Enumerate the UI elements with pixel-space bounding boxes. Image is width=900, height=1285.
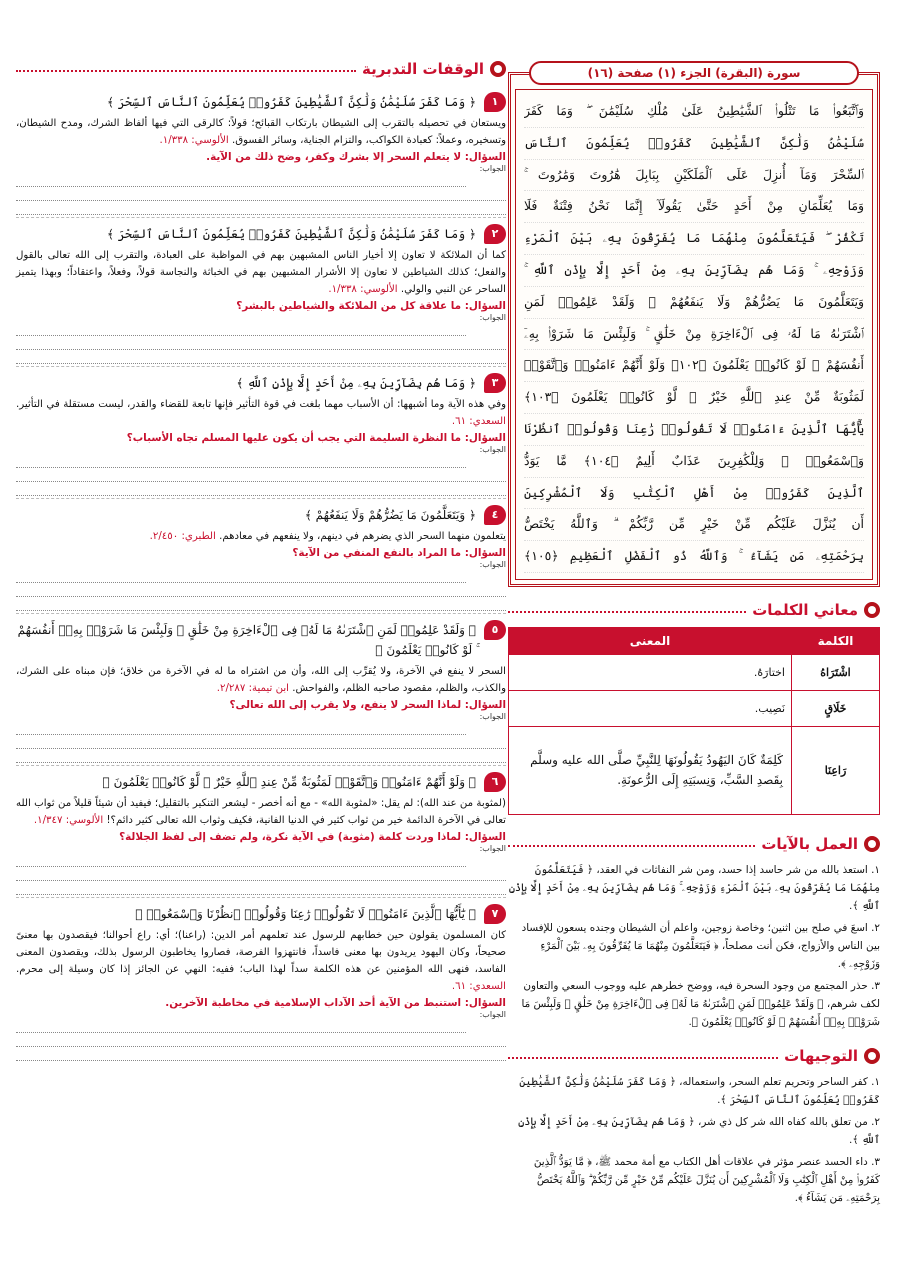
- tawjihat-item-text: ٣. داء الحسد عنصر مؤثر في علاقات أهل الكتاب مع أمة محمد ﷺ،: [595, 1155, 880, 1168]
- reflection-question: السؤال: ما علاقة كل من الملائكة والشياطين بالبشر؟: [236, 300, 506, 312]
- reflection-number: ٣: [484, 373, 506, 393]
- reflection-item: [16, 897, 506, 1061]
- answer-label: الجواب:: [479, 164, 506, 173]
- mushaf-frame: [508, 66, 880, 587]
- title-divider: [508, 611, 746, 613]
- reflection-text: [16, 927, 506, 995]
- answer-line[interactable]: [16, 1019, 466, 1033]
- col-header-meaning: المعنى: [509, 627, 792, 654]
- reflection-body: كان المسلمون يقولون حين خطابهم للرسول عند تعلمهم أمر الدين: (راعنا)؛ أي: راع أحوالنا؛ فيقصدون بها معنىً صحيحاً، وكان اليهود يريدون بها معنى فاسداً، فانتهزوا الفرصة، فصاروا يخاطبون الرسول بذلك، ويقصدون المعنى الفاسد، فنهى الله المؤمنين عن هذه الكلمة سداً لهذا الباب؛ ففيه: النهي عن الجائز إذا كان وسيلة إلى محرم.: [16, 930, 506, 975]
- mushaf-line: سُلَيْمَٰنُ وَلَٰكِنَّ ٱلشَّيَٰطِينَ كَفَرُوا۟ يُعَلِّمُونَ ٱلنَّاسَ: [524, 128, 864, 160]
- mushaf-line: أَنفُسَهُمْ ۚ لَوْ كَانُوا۟ يَعْلَمُونَ ﴿١٠٢﴾ وَلَوْ أَنَّهُمْ ءَامَنُوا۟ وَٱتَّقَوْا۟: [524, 350, 864, 382]
- amal-item: [508, 861, 880, 915]
- meaning-cell: نَصِيب.: [509, 690, 792, 726]
- reflection-ayah: ﴿ يَٰٓأَيُّهَا ٱلَّذِينَ ءَامَنُوا۟ لَا تَقُولُوا۟ رَٰعِنَا وَقُولُوا۟ ٱنظُرْنَا وَٱسْمَعُوا۟ ﴾: [135, 907, 476, 921]
- answer-line[interactable]: [16, 201, 506, 215]
- answer-line[interactable]: [16, 468, 506, 482]
- reflection-question: السؤال: استنبط من الآية أحد الآداب الإسلامية في مخاطبة الآخرين.: [165, 997, 506, 1009]
- flower-icon: [864, 1048, 880, 1064]
- title-divider: [508, 1057, 778, 1059]
- answer-label: الجواب:: [479, 712, 506, 721]
- tawjihat-item-text: ٢. من تعلق بالله كفاه الله شر كل ذي شر،: [697, 1115, 880, 1128]
- col-header-word: الكلمة: [792, 627, 880, 654]
- answer-label: الجواب:: [479, 844, 506, 853]
- reflection-ayah: ﴿ وَمَا هُم بِضَآرِّينَ بِهِۦ مِنْ أَحَدٍ إِلَّا بِإِذْنِ ٱللَّهِ ﴾: [236, 376, 476, 390]
- answer-line[interactable]: [16, 597, 506, 611]
- amal-item: [508, 977, 880, 1031]
- amal-item-ayah: ﴿ فَيَتَعَلَّمُونَ مِنْهُمَا مَا يُفَرِّقُونَ بِهِۦ بَيْنَ ٱلْمَرْءِ وَزَوْجِهِۦ ﴾.: [540, 939, 880, 970]
- reflection-number: ٥: [484, 620, 506, 640]
- answer-line[interactable]: [16, 583, 506, 597]
- answer-line[interactable]: [16, 1047, 506, 1061]
- tawjihat-item: [508, 1153, 880, 1207]
- reflection-number: ١: [484, 92, 506, 112]
- tawjihat-item: [508, 1113, 880, 1149]
- reflection-ayah: ﴿ وَلَقَدْ عَلِمُوا۟ لَمَنِ ٱشْتَرَىٰهُ مَا لَهُۥ فِى ٱلْءَاخِرَةِ مِنْ خَلَٰقٍ ۚ وَلَبِئْسَ مَا شَرَوْا۟ بِهِۦٓ أَنفُسَهُمْ ۚ لَوْ كَانُوا۟ يَعْلَمُونَ ﴾: [17, 623, 476, 657]
- answer-line[interactable]: [16, 569, 466, 583]
- answer-line[interactable]: [16, 735, 506, 749]
- answer-line[interactable]: [16, 867, 506, 881]
- flower-icon: [864, 836, 880, 852]
- tawjihat-item-text: ١. كفر الساحر وتحريم تعلم السحر، واستعماله،: [679, 1075, 880, 1088]
- word-cell: خَلَاقٍ: [792, 690, 880, 726]
- answer-line[interactable]: [16, 350, 506, 364]
- answer-line[interactable]: [16, 749, 506, 763]
- reflection-number: ٢: [484, 224, 506, 244]
- reflection-text: [16, 247, 506, 298]
- amal-item-ayah: ﴿ فَيَتَعَلَّمُونَ مِنْهُمَا مَا يُفَرِّقُونَ بِهِۦ بَيْنَ ٱلْمَرْءِ وَزَوْجِهِۦ ۚ وَمَا هُم بِضَآرِّينَ بِهِۦ مِنْ أَحَدٍ إِلَّا بِإِذْنِ ٱللَّهِ ﴾.: [508, 863, 880, 912]
- answer-line[interactable]: [16, 173, 466, 187]
- mushaf-line: وَٱتَّبَعُوا۟ مَا تَتْلُوا۟ ٱلشَّيَٰطِينُ عَلَىٰ مُلْكِ سُلَيْمَٰنَ ۖ وَمَا كَفَرَ: [524, 96, 864, 128]
- reflection-ayah: ﴿ وَمَا كَفَرَ سُلَيْمَٰنُ وَلَٰكِنَّ ٱلشَّيَٰطِينَ كَفَرُوا۟ يُعَلِّمُونَ ٱلنَّاسَ ٱلسِّحْرَ ﴾: [107, 227, 476, 241]
- reflection-number: ٤: [484, 505, 506, 525]
- reflection-body: السحر لا ينفع في الآخرة، ولا يُقرِّب إلى الله، وأن من اشتراه ما له في الآخرة من خلاق؛ فإن مبناه على الشرك، والكذب، والظلم، مقصود صاحبه الظلم، والفواحش.: [16, 666, 506, 694]
- tawjihat-list: [508, 1073, 880, 1207]
- reflection-item: [16, 366, 506, 496]
- answer-line[interactable]: [16, 336, 506, 350]
- title-divider: [16, 70, 356, 72]
- reflection-item: [16, 498, 506, 611]
- answer-line[interactable]: [16, 853, 466, 867]
- reflection-text: [16, 528, 506, 545]
- reflection-body: وفي هذه الآية وما أشبهها: أن الأسباب مهما بلغت في قوة التأثير فإنها تابعة للقضاء والقدر، ليست مستقلة في التأثير.: [16, 399, 506, 410]
- amal-item: [508, 919, 880, 973]
- answer-label: الجواب:: [479, 560, 506, 569]
- amal-item-ayah: ﴿ وَلَقَدْ عَلِمُوا۟ لَمَنِ ٱشْتَرَىٰهُ مَا لَهُۥ فِى ٱلْءَاخِرَةِ مِنْ خَلَٰقٍ ۚ وَلَبِئْسَ مَا شَرَوْا۟ بِهِۦٓ أَنفُسَهُمْ ۚ لَوْ كَانُوا۟ يَعْلَمُونَ ﴾.: [521, 997, 880, 1028]
- answer-label: الجواب:: [479, 445, 506, 454]
- title-divider: [508, 845, 755, 847]
- mushaf-line: ٱلسِّحْرَ وَمَآ أُنزِلَ عَلَى ٱلْمَلَكَيْنِ بِبَابِلَ هَٰرُوتَ وَمَٰرُوتَ ۚ: [524, 160, 864, 192]
- mushaf-line: وَمَا يُعَلِّمَانِ مِنْ أَحَدٍ حَتَّىٰ يَقُولَآ إِنَّمَا نَحْنُ فِتْنَةٌ فَلَا: [524, 191, 864, 223]
- reflection-question: السؤال: لماذا وردت كلمة (مثوبة) في الآية نكرة، ولم تضف إلى لفظ الجلالة؟: [119, 831, 506, 843]
- tawjihat-item: [508, 1073, 880, 1109]
- answer-label: الجواب:: [479, 1010, 506, 1019]
- mushaf-line: بِرَحْمَتِهِۦ مَن يَشَآءُ ۚ وَٱللَّهُ ذُو ٱلْفَضْلِ ٱلْعَظِيمِ ﴿١٠٥﴾: [524, 541, 864, 573]
- meanings-title: معاني الكلمات: [508, 601, 880, 619]
- answer-line[interactable]: [16, 322, 466, 336]
- mushaf-line: وَٱسْمَعُوا۟ ۗ وَلِلْكَٰفِرِينَ عَذَابٌ أَلِيمٌ ﴿١٠٤﴾ مَّا يَوَدُّ: [524, 446, 864, 478]
- mushaf-line: وَيَتَعَلَّمُونَ مَا يَضُرُّهُمْ وَلَا يَنفَعُهُمْ ۚ وَلَقَدْ عَلِمُوا۟ لَمَنِ: [524, 287, 864, 319]
- mushaf-line: تَكْفُرْ ۖ فَيَتَعَلَّمُونَ مِنْهُمَا مَا يُفَرِّقُونَ بِهِۦ بَيْنَ ٱلْمَرْءِ: [524, 223, 864, 255]
- reflection-reference: الألوسي: ١/٣٣٨.: [328, 284, 398, 295]
- mushaf-line: وَزَوْجِهِۦ ۚ وَمَا هُم بِضَآرِّينَ بِهِۦ مِنْ أَحَدٍ إِلَّا بِإِذْنِ ٱللَّهِ ۚ: [524, 255, 864, 287]
- reflection-text: [16, 396, 506, 430]
- reflection-body: كما أن الملائكة لا تعاون إلا أخيار الناس المشبهين بهم في المواظبة على العبادة، والتقرب إلى الله تعالى بالقول والفعل؛ كذلك الشياطين لا تعاون إلا الأشرار المشبهين بهم في الخباثة والنجاسة قولاً، وفعلاً، واعتقاداً؛ وبهذا يتميز الساحر عن النبي والولي.: [16, 250, 506, 295]
- answer-label: الجواب:: [479, 313, 506, 322]
- mushaf-line: أَن يُنَزَّلَ عَلَيْكُم مِّنْ خَيْرٍ مِّن رَّبِّكُمْ ۗ وَٱللَّهُ يَخْتَصُّ: [524, 509, 864, 541]
- reflection-item: [16, 86, 506, 215]
- word-cell: اشْتَرَاهُ: [792, 654, 880, 690]
- amal-list: [508, 861, 880, 1031]
- answer-line[interactable]: [16, 482, 506, 496]
- reflection-item: [16, 217, 506, 364]
- amal-title: العمل بالآيات: [508, 835, 880, 853]
- reflection-question: السؤال: ما النظرة السليمة التي يجب أن يكون عليها المسلم تجاه الأسباب؟: [126, 432, 506, 444]
- reflection-number: ٧: [484, 904, 506, 924]
- reflection-number: ٦: [484, 772, 506, 792]
- flower-icon: [864, 602, 880, 618]
- word-cell: رَاعِنَا: [792, 726, 880, 814]
- reflection-question: السؤال: لماذا السحر لا ينفع، ولا يقرب إلى الله تعالى؟: [229, 699, 506, 711]
- mushaf-line: يَٰٓأَيُّهَا ٱلَّذِينَ ءَامَنُوا۟ لَا تَقُولُوا۟ رَٰعِنَا وَقُولُوا۟ ٱنظُرْنَا: [524, 414, 864, 446]
- mushaf-text: [515, 89, 873, 580]
- reflection-reference: السعدي: ٦١.: [451, 416, 506, 427]
- reflection-ayah: ﴿ وَيَتَعَلَّمُونَ مَا يَضُرُّهُمْ وَلَا يَنفَعُهُمْ ﴾: [304, 508, 476, 522]
- reflection-body: (لمثوبة من عند الله): لم يقل: «لمثوبة الله» - مع أنه أخصر - ليشعر التنكير بالتقليل؛ فيفيد أن شيئاً قليلاً من ثواب الله تعالى في الآخرة الدائمة خير من ثواب كثير في الدنيا الفانية، فكيف وثواب الله تعالى كثير دائم؟!: [16, 798, 506, 826]
- flower-icon: [490, 61, 506, 77]
- reflection-reference: الطبري: ٢/٤٥٠.: [149, 531, 216, 542]
- reflection-item: [16, 765, 506, 895]
- meaning-cell: اختارَهُ.: [509, 654, 792, 690]
- answer-line[interactable]: [16, 1033, 506, 1047]
- table-row: [509, 654, 880, 690]
- amal-item-text: ٣. حذر المجتمع من وجود السحرة فيه، ووضح خطرهم عليه ووجوب السعي والتعاون لكف شرهم،: [523, 979, 880, 1010]
- reflection-text: [16, 795, 506, 829]
- tawjihat-item-ayah: ﴿ وَمَا هُم بِضَآرِّينَ بِهِۦ مِنْ أَحَدٍ إِلَّا بِإِذْنِ ٱللَّهِ ﴾.: [518, 1115, 880, 1146]
- left-column: [16, 60, 506, 1063]
- reflection-ayah: ﴿ وَمَا كَفَرَ سُلَيْمَٰنُ وَلَٰكِنَّ ٱلشَّيَٰطِينَ كَفَرُوا۟ يُعَلِّمُونَ ٱلنَّاسَ ٱلسِّحْرَ ﴾: [107, 95, 476, 109]
- tawjihat-item-ayah: ﴿ وَمَا كَفَرَ سُلَيْمَٰنُ وَلَٰكِنَّ ٱلشَّيَٰطِينَ كَفَرُوا۟ يُعَلِّمُونَ ٱلنَّاسَ ٱلسِّحْرَ ﴾.: [519, 1075, 880, 1106]
- reflections-list: [16, 86, 506, 1061]
- mushaf-header: سورة (البقرة) الجزء (١) صفحة (١٦): [529, 61, 859, 85]
- reflection-body: يتعلمون منهما السحر الذي يضرهم في دينهم، ولا ينفعهم في معادهم.: [219, 531, 506, 542]
- answer-line[interactable]: [16, 454, 466, 468]
- meanings-table: [508, 627, 880, 815]
- reflection-text: [16, 115, 506, 149]
- reflection-reference: الألوسي: ١/٣٤٧.: [33, 815, 104, 826]
- reflection-text: [16, 663, 506, 697]
- meaning-cell: كَلِمَةٌ كَانَ اليَهُودُ يَقُولُونَهَا لِلنَّبِيِّ صلَّى الله عليه وسلَّم بِقَصدِ السَّبِّ، وَنِسبَتِهِ إِلَى الرُّعونَةِ.: [509, 726, 792, 814]
- amal-item-text: ٢. اسعَ في صلح بين اثنين؛ وخاصة زوجين، واعلم أن الشيطان وجنده يسعون للإفساد بين الناس والأزواج، فكن أنت مصلحاً،: [521, 921, 880, 952]
- answer-line[interactable]: [16, 187, 506, 201]
- reflection-item: [16, 613, 506, 763]
- reflection-body: ويستعان في تحصيله بالتقرب إلى الشيطان بارتكاب القبائح؛ قولاً: كالرقى التي فيها ألفاظ الشرك، ومدح الشيطان، وتسخيره، وعملاً: كعبادة الكواكب، والتزام الجناية، وسائر الفسوق.: [16, 118, 506, 146]
- answer-line[interactable]: [16, 721, 466, 735]
- reflection-reference: الألوسي: ١/٣٣٨.: [159, 135, 229, 146]
- answer-line[interactable]: [16, 881, 506, 895]
- mushaf-line: لَمَثُوبَةٌ مِّنْ عِندِ ٱللَّهِ خَيْرٌ ۖ لَّوْ كَانُوا۟ يَعْلَمُونَ ﴿١٠٣﴾: [524, 382, 864, 414]
- reflection-reference: السعدي: ٦١.: [451, 981, 506, 992]
- table-row: [509, 726, 880, 814]
- reflection-reference: ابن تيمية: ٢/٢٨٧.: [216, 683, 289, 694]
- mushaf-line: ٱلَّذِينَ كَفَرُوا۟ مِنْ أَهْلِ ٱلْكِتَٰبِ وَلَا ٱلْمُشْرِكِينَ: [524, 478, 864, 510]
- mushaf-line: ٱشْتَرَىٰهُ مَا لَهُۥ فِى ٱلْءَاخِرَةِ مِنْ خَلَٰقٍ ۚ وَلَبِئْسَ مَا شَرَوْا۟ بِهِۦٓ: [524, 319, 864, 351]
- reflection-ayah: ﴿ وَلَوْ أَنَّهُمْ ءَامَنُوا۟ وَٱتَّقَوْا۟ لَمَثُوبَةٌ مِّنْ عِندِ ٱللَّهِ خَيْرٌ ۖ لَّوْ كَانُوا۟ يَعْلَمُونَ ﴾: [102, 775, 476, 789]
- tawjihat-title: التوجيهات: [508, 1047, 880, 1065]
- right-column: [508, 60, 880, 1211]
- table-row: [509, 690, 880, 726]
- reflections-title: الوقفات التدبرية: [16, 60, 506, 78]
- tawjihat-item-ayah: ﴿ مَّا يَوَدُّ ٱلَّذِينَ كَفَرُوا۟ مِنْ أَهْلِ ٱلْكِتَٰبِ وَلَا ٱلْمُشْرِكِينَ أَن يُنَزَّلَ عَلَيْكُم مِّنْ خَيْرٍ مِّن رَّبِّكُمْ ۗ وَٱللَّهُ يَخْتَصُّ بِرَحْمَتِهِۦ مَن يَشَآءُ ﴾.: [533, 1155, 880, 1204]
- amal-item-text: ١. استعذ بالله من شر حاسد إذا حسد، ومن شر النفاثات في العقد،: [596, 863, 880, 876]
- reflection-question: السؤال: ما المراد بالنفع المنفي من الآية؟: [292, 547, 506, 559]
- reflection-question: السؤال: لا يتعلم السحر إلا بشرك وكفر، وضح ذلك من الآية.: [206, 151, 506, 163]
